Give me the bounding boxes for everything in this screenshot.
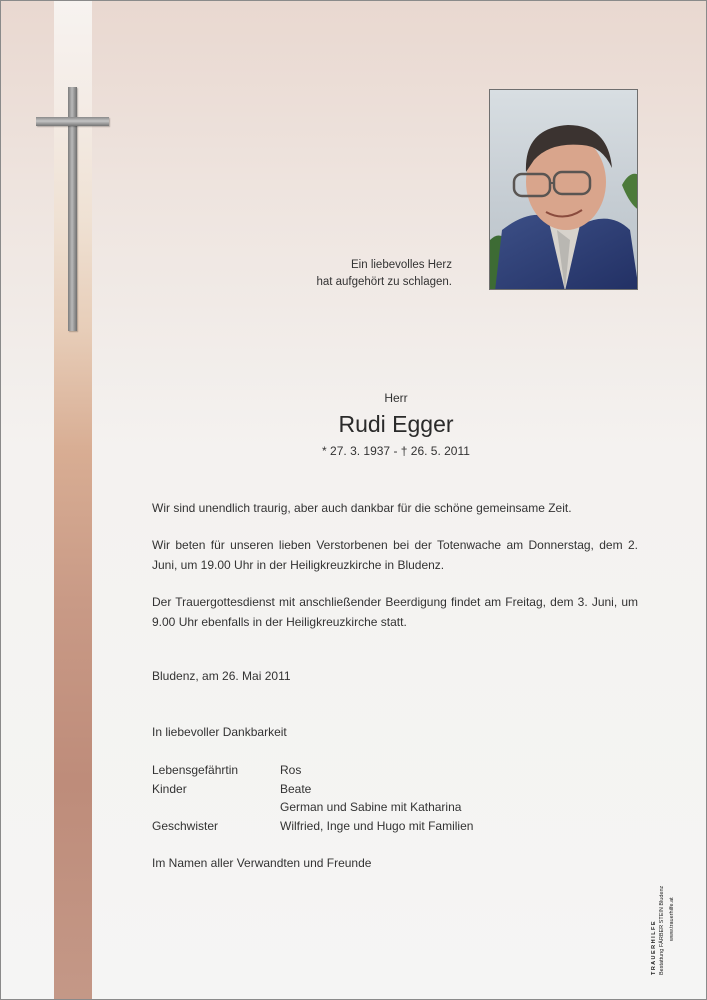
logo-line-2: Bestattung FÄRBER STEIN Bludenz: [659, 885, 665, 975]
closing-line: Im Namen aller Verwandten und Freunde: [152, 856, 372, 870]
life-dates: * 27. 3. 1937 - † 26. 5. 2011: [322, 444, 470, 458]
quote-line-1: Ein liebevolles Herz: [351, 259, 452, 271]
funeral-home-logo: [651, 871, 681, 989]
paragraph-3: Der Trauergottesdienst mit anschließender Beerdigung findet am Freitag, dem 3. Juni, um 9.00 Uhr ebenfalls in der Heiligkreuzkirche statt.: [152, 595, 638, 629]
family-value: Beate: [280, 782, 312, 796]
paragraph-2: Wir beten für unseren lieben Verstorbenen bei der Totenwache am Donnerstag, dem 2. Juni, um 19.00 Uhr in der Heiligkreuzkirche in Bludenz.: [152, 538, 638, 572]
portrait-photo: [489, 89, 638, 290]
quote-line-2: hat aufgehört zu schlagen.: [316, 276, 452, 288]
family-label: Geschwister: [152, 819, 219, 833]
family-value: Ros: [280, 763, 302, 777]
family-label: Kinder: [152, 782, 187, 796]
family-value: Wilfried, Inge und Hugo mit Familien: [280, 819, 474, 833]
salutation: Herr: [384, 391, 408, 405]
family-value: German und Sabine mit Katharina: [280, 800, 462, 814]
logo-line-1: T R A U E R H I L F E: [651, 921, 657, 975]
family-label: Lebensgefährtin: [152, 763, 239, 777]
place-date: Bludenz, am 26. Mai 2011: [152, 669, 291, 683]
gratitude-line: In liebevoller Dankbarkeit: [152, 725, 287, 739]
logo-line-3: www.trauerhilfe.at: [669, 897, 675, 941]
cross-icon-bar: [36, 117, 109, 126]
quote-text: [316, 257, 452, 291]
deceased-name: Rudi Egger: [338, 411, 454, 437]
paragraph-1: Wir sind unendlich traurig, aber auch dankbar für die schöne gemeinsame Zeit.: [152, 501, 572, 515]
